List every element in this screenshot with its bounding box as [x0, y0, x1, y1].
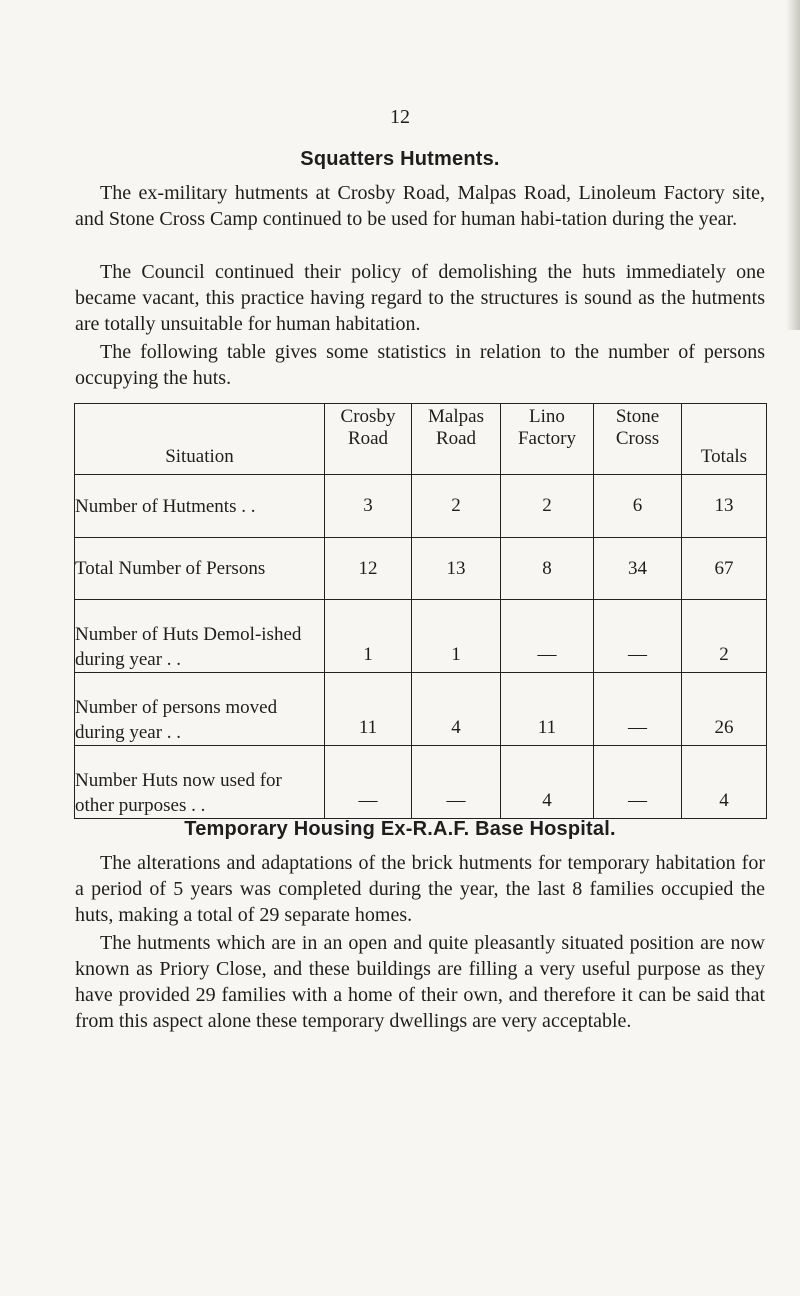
section-heading-temporary-housing: Temporary Housing Ex-R.A.F. Base Hospital.	[184, 818, 616, 840]
paragraph-2: The Council continued their policy of demolishing the huts immediately one became vacant, this practice having regard to the structures is sound as the hutments are totally unsuitable for human habitation.	[75, 261, 765, 335]
cell-value: 26	[682, 673, 767, 746]
page-number: 12	[390, 106, 410, 128]
table-row	[75, 746, 767, 819]
cell-value: 4	[682, 746, 767, 819]
cell-value: 12	[325, 538, 412, 600]
paragraph-1: The ex-military hutments at Crosby Road, Malpas Road, Linoleum Factory site, and Stone Cross Camp continued to be used for human habi-tation during the year.	[75, 182, 765, 230]
cell-value: 2	[682, 600, 767, 673]
paragraph-4: The alterations and adaptations of the brick hutments for temporary habitation for a period of 5 years was completed during the year, the last 8 families occupied the huts, making a total of 29 separate homes.	[75, 852, 765, 926]
row-label: Number of Huts Demol-ished during year . .	[75, 600, 325, 673]
section-heading-squatters: Squatters Hutments.	[300, 148, 500, 170]
row-label: Number of Hutments . .	[75, 475, 325, 538]
cell-value: 1	[325, 600, 412, 673]
cell-value: 3	[325, 475, 412, 538]
table-row	[75, 673, 767, 746]
cell-value: 8	[501, 538, 594, 600]
cell-value: 67	[682, 538, 767, 600]
cell-value: 4	[412, 673, 501, 746]
cell-value: —	[594, 600, 682, 673]
table-row	[75, 538, 767, 600]
paragraph-5: The hutments which are in an open and quite pleasantly situated position are now known as Priory Close, and these buildings are filling a very useful purpose as they have provided 29 families with a home of their own, and therefore it can be said that from this aspect alone these temporary dwellings are very acceptable.	[75, 932, 765, 1032]
header-malpas-road: Malpas Road	[412, 404, 501, 475]
header-stone-cross: Stone Cross	[594, 404, 682, 475]
cell-value: —	[594, 746, 682, 819]
cell-value: 2	[412, 475, 501, 538]
cell-value: 1	[412, 600, 501, 673]
cell-value: 4	[501, 746, 594, 819]
cell-value: 13	[412, 538, 501, 600]
table-row	[75, 475, 767, 538]
header-totals: Totals	[682, 404, 767, 475]
row-label: Number Huts now used for other purposes . .	[75, 746, 325, 819]
cell-value: 11	[501, 673, 594, 746]
hutments-table	[74, 403, 767, 819]
cell-value: —	[501, 600, 594, 673]
header-lino-factory: Lino Factory	[501, 404, 594, 475]
table-row	[75, 600, 767, 673]
cell-value: —	[412, 746, 501, 819]
cell-value: 11	[325, 673, 412, 746]
cell-value: 2	[501, 475, 594, 538]
row-label: Number of persons moved during year . .	[75, 673, 325, 746]
header-situation: Situation	[75, 404, 325, 475]
cell-value: —	[594, 673, 682, 746]
cell-value: 13	[682, 475, 767, 538]
table-header-row	[75, 404, 767, 475]
header-crosby-road: Crosby Road	[325, 404, 412, 475]
row-label: Total Number of Persons	[75, 538, 325, 600]
paragraph-3: The following table gives some statistics in relation to the number of persons occupying the huts.	[75, 341, 765, 389]
cell-value: 6	[594, 475, 682, 538]
cell-value: —	[325, 746, 412, 819]
cell-value: 34	[594, 538, 682, 600]
